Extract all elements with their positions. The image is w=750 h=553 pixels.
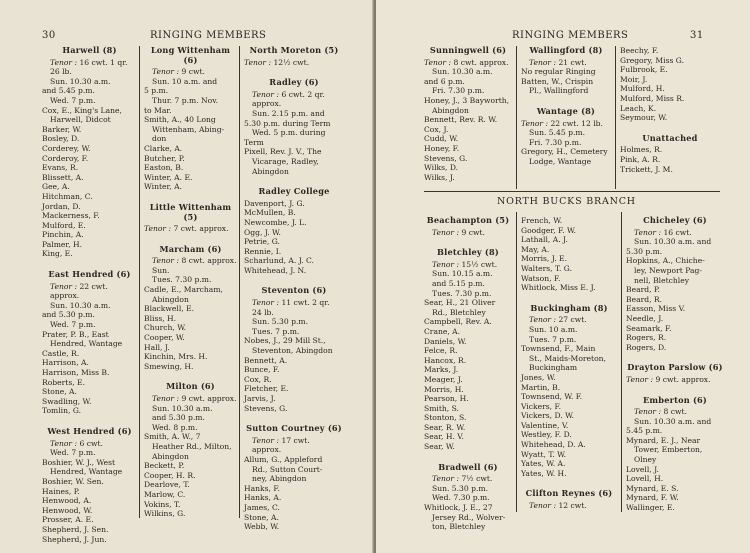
parish-title: Wantage (8) <box>536 105 596 116</box>
member-line: Townsend, F., Main <box>521 344 596 354</box>
tenor-line: Tenor : 16 cwt. 1 qr. <box>50 57 128 67</box>
tenor-line: Tenor : 22 cwt. <box>50 281 108 291</box>
parish-entry <box>244 286 344 413</box>
parish-title: Harwell (8) <box>62 45 117 55</box>
member-line: Vickers, F. <box>521 401 561 411</box>
member-line: Cooper, H. R. <box>144 470 196 480</box>
member-line: Newcombe, J. L. <box>244 217 307 227</box>
member-line: 5.45 p.m. <box>626 426 663 436</box>
tenor-line: Tenor : 22 cwt. 12 lb. <box>521 118 603 128</box>
member-line: Marks, J. <box>424 365 459 375</box>
member-line: Mynard, F. W. <box>626 493 679 503</box>
parish-entry <box>244 78 344 176</box>
tenor-line: Tenor : 7½ cwt. <box>432 474 493 484</box>
member-line: Sun. 10.30 a.m. <box>432 67 493 77</box>
page-number: 31 <box>690 30 704 41</box>
member-line: Needle, J. <box>626 313 664 323</box>
member-line: Martin, B. <box>521 382 561 392</box>
member-line: Stonton, S. <box>424 413 467 423</box>
member-line: 5 p.m. <box>144 86 169 96</box>
member-line: Honey, F. <box>424 143 460 153</box>
tenor-line: Tenor : 16 cwt. <box>634 227 692 237</box>
member-line: Moir, J. <box>620 74 648 84</box>
member-line: 26 lb. <box>50 67 72 77</box>
member-line: Harwell, Didcot <box>50 115 111 125</box>
member-line: Rogers, R. <box>626 333 667 343</box>
member-line: Blissett, A. <box>42 172 84 182</box>
member-line: Wilkins, G. <box>144 509 186 519</box>
member-line: Batten, W., Crispin <box>521 76 594 86</box>
member-line: Lathall, A. J. <box>521 235 568 245</box>
member-line: Pl., Wallingford <box>529 86 589 96</box>
parish-title: Steventon (6) <box>261 285 327 296</box>
parish-title: Drayton Parslow (6) <box>627 362 723 373</box>
tenor-line: Tenor : 9 cwt. approx. <box>152 394 237 403</box>
member-line: Hanks, A. <box>244 493 282 503</box>
member-line: Westley, F. D. <box>521 430 572 440</box>
member-line: Jersey Rd., Wolver- <box>432 512 506 522</box>
member-line: Easton, B. <box>144 163 184 173</box>
parish-entry <box>620 134 720 174</box>
member-line: Jones, W. <box>521 372 556 382</box>
member-line: Rogers, D. <box>626 342 667 352</box>
member-line: Scharlund, A. J. C. <box>244 256 314 266</box>
right-top-col-2 <box>521 46 611 178</box>
member-line: ney, Abingdon <box>252 474 307 484</box>
member-line: Tower, Emberton, <box>634 445 703 455</box>
member-line: approx. <box>252 99 282 109</box>
left-col-2 <box>144 46 237 530</box>
member-line: Tues. 7.30 p.m. <box>152 275 212 285</box>
member-line: Abingdon <box>252 166 289 176</box>
member-line: Morris, J. E. <box>521 254 567 264</box>
member-line: 5.30 p.m. during Term <box>244 118 331 128</box>
member-line: Gregory, Miss G. <box>620 55 684 65</box>
member-line: Whitehead, J. N. <box>244 265 307 275</box>
member-line: Sun. <box>152 265 170 275</box>
member-line: Smith, A. W., 7 <box>144 432 201 442</box>
member-line: Lovell, J. <box>626 464 659 474</box>
member-line: Trickett, J. M. <box>620 164 673 174</box>
member-line: Whitlock, J. E., 27 <box>424 503 493 513</box>
member-line: Wed. 5 p.m. during <box>252 128 326 138</box>
member-line: Jordan, D. <box>42 201 81 211</box>
member-line: Easson, Miss V. <box>626 304 686 314</box>
member-line: Whitehead, D. A. <box>521 440 586 450</box>
member-line: Stone, A. <box>42 387 77 397</box>
member-line: Bunce, F. <box>244 365 280 375</box>
member-line: Yates, W. A. <box>521 459 566 469</box>
member-line: Hendred, Wantage <box>50 339 123 349</box>
member-line: Winter, A. <box>144 182 183 192</box>
member-line: Allum, G., Appleford <box>244 454 323 464</box>
member-line: Olney <box>634 455 657 465</box>
parish-title: Bletchley (8) <box>437 247 499 258</box>
parish-entry <box>620 46 720 123</box>
member-line: Gregory, H., Cemetery <box>521 147 608 157</box>
member-line: Rennie, I. <box>244 246 282 256</box>
member-line: Wilks, J. <box>424 172 455 182</box>
member-line: Sun. 5.30 p.m. <box>252 317 309 327</box>
member-line: Sun. 10.30 a.m. and <box>634 416 712 426</box>
member-line: Mulford, Miss R. <box>620 93 685 103</box>
member-line: Smewing, H. <box>144 361 194 371</box>
member-line: Mackerness, F. <box>42 211 100 221</box>
member-line: Mynard, E. S. <box>626 483 679 493</box>
tenor-line: Tenor : 9 cwt. approx. <box>626 374 711 384</box>
tenor-line: Tenor : 21 cwt. <box>529 57 587 67</box>
parish-entry <box>42 46 137 259</box>
tenor-line: Tenor : 27 cwt. <box>529 315 587 325</box>
member-line: Lodge, Wantage <box>529 156 592 166</box>
right-page <box>376 0 750 553</box>
member-line: Sear, R. W. <box>424 422 466 432</box>
member-line: Swadling, W. <box>42 396 92 406</box>
member-line: 24 lb. <box>252 307 274 317</box>
member-line: approx. <box>50 291 80 301</box>
member-line: Clarke, A. <box>144 143 183 153</box>
tenor-line: Tenor : 15½ cwt. <box>432 259 498 269</box>
right-top-col-1 <box>424 46 512 193</box>
parish-entry <box>144 245 237 372</box>
member-line: Meager, J. <box>424 374 463 384</box>
member-line: Shepherd, J. Jun. <box>42 534 107 544</box>
member-line: Tomlin, G. <box>42 406 82 416</box>
member-line: Dearlove, T. <box>144 480 190 490</box>
section-divider <box>424 191 720 192</box>
parish-entry <box>244 187 344 275</box>
member-line: Cudd, W. <box>424 134 459 144</box>
member-line: Petrie, G. <box>244 237 280 247</box>
member-line: Wed. 7.30 p.m. <box>432 493 490 503</box>
parish-title: Emberton (6) <box>642 394 708 405</box>
member-line: Harrison, A. <box>42 358 89 368</box>
member-line: Sear, H. V. <box>424 432 464 442</box>
tenor-line: Tenor : 12½ cwt. <box>244 57 310 67</box>
parish-title: West Hendred (6) <box>47 425 132 436</box>
tenor-line: Tenor : 6 cwt. 2 qr. <box>252 89 325 99</box>
member-line: Roberts, E. <box>42 377 86 387</box>
member-line: Bennett, Rev. R. W. <box>424 115 498 125</box>
member-line: Sun. 10.30 a.m. <box>50 300 111 310</box>
member-line: and 6 p.m. <box>424 76 465 86</box>
member-line: Hendred, Wantage <box>50 467 123 477</box>
member-line: Steventon, Abingdon <box>252 346 333 356</box>
member-line: Vicarage, Radley, <box>252 156 319 166</box>
parish-title: Unattached <box>642 132 698 143</box>
tenor-line: Tenor : 8 cwt. approx. <box>424 57 509 67</box>
tenor-line: Tenor : 17 cwt. <box>252 435 310 445</box>
parish-title: Beachampton (5) <box>426 215 510 225</box>
member-line: Butcher, P. <box>144 153 185 163</box>
member-line: Cadle, E., Marcham, <box>144 285 223 295</box>
member-line: Beckett, P. <box>144 461 185 471</box>
member-line: Campbell, Rev. A. <box>424 317 492 327</box>
parish-title: North Moreton (5) <box>249 45 339 55</box>
column-rule <box>516 46 517 189</box>
member-line: Corderoy, F. <box>42 153 89 163</box>
member-line: Wed. 7 p.m. <box>50 95 96 105</box>
member-line: Honey, J., 3 Bayworth, <box>424 95 510 105</box>
member-line: Gee, A. <box>42 182 70 192</box>
page-header: RINGING MEMBERS <box>150 30 267 41</box>
member-line: and 5.30 p.m. <box>152 413 205 423</box>
member-line: Mulford, E. <box>42 220 86 230</box>
tenor-line: Tenor : 8 cwt. <box>634 407 687 417</box>
member-line: Fulbrook, E. <box>620 65 668 75</box>
tenor-line: Tenor : 12 cwt. <box>529 501 587 511</box>
member-line: Harrison, Miss B. <box>42 368 110 377</box>
member-line: Yates, W. H. <box>521 468 567 478</box>
member-line: Morris, H. <box>424 384 464 394</box>
member-line: Cox, J. <box>424 124 449 134</box>
parish-entry <box>42 427 137 544</box>
member-line: Crane, A. <box>424 326 461 336</box>
member-line: Bosley, D. <box>42 134 80 144</box>
member-line: Fletcher, E. <box>244 384 289 394</box>
member-line: Vickers, D. W. <box>521 411 575 421</box>
member-line: Boshier, W. J., West <box>42 457 116 467</box>
parish-entry <box>521 46 611 96</box>
page-number: 30 <box>42 30 56 41</box>
member-line: Cox, E., King's Lane, <box>42 105 122 115</box>
member-line: Beechy, F. <box>620 46 659 55</box>
member-line: Leach, K. <box>620 103 657 113</box>
member-line: Pixell, Rev. J. V., The <box>244 147 322 157</box>
member-line: Shepherd, J. Sen. <box>42 524 109 534</box>
member-line: Fri. 7.30 p.m. <box>432 86 485 96</box>
parish-title: Little Wittenham (5) <box>149 201 232 222</box>
member-line: Smith, A., 40 Long <box>144 115 216 125</box>
member-line: Abingdon <box>432 105 469 115</box>
member-line: Sun. 10.30 a.m. <box>152 403 213 413</box>
member-line: Prosser, A. E. <box>42 515 94 525</box>
member-line: Sun. 10 a.m. <box>529 324 578 334</box>
member-line: Sun. 10.15 a.m. <box>432 269 493 279</box>
member-line: Valentine, V. <box>521 420 569 430</box>
member-line: Pearson, H. <box>424 394 469 404</box>
member-line: Holmes, R. <box>620 145 663 155</box>
member-line: Goodger, F. W. <box>521 225 576 235</box>
member-line: Hitchman, C. <box>42 191 93 201</box>
column-rule <box>239 46 240 518</box>
member-line: Boshier, W. Sen. <box>42 476 104 486</box>
member-line: and 5.15 p.m. <box>432 278 485 288</box>
member-line: Henwood, A. <box>42 496 92 506</box>
member-line: Abingdon <box>152 294 189 304</box>
member-line: Sear, H., 21 Oliver <box>424 298 496 308</box>
member-line: Townsend, W. F. <box>521 392 583 402</box>
parish-title: Sunningwell (6) <box>429 45 507 55</box>
member-line: Wilks, D. <box>424 163 459 173</box>
tenor-line: Tenor : 8 cwt. approx. <box>152 256 237 266</box>
parish-title: Milton (6) <box>166 381 215 392</box>
parish-entry <box>244 46 344 67</box>
member-line: Wed. 7 p.m. <box>50 448 96 458</box>
member-line: Sun. 10.30 a.m. <box>50 76 111 86</box>
parish-entry <box>244 424 344 532</box>
member-line: Wallinger, E. <box>626 503 675 513</box>
member-line: King, E. <box>42 249 73 259</box>
parish-title: Chicheley (6) <box>643 215 707 225</box>
member-line: Evans, R. <box>42 163 79 173</box>
member-line: Rd., Sutton Court- <box>252 464 323 474</box>
member-line: Lovell, H. <box>626 474 664 484</box>
parish-title: Long Wittenham (6) <box>150 45 231 65</box>
member-line: don <box>152 134 167 144</box>
member-line: Hall, J. <box>144 342 170 352</box>
member-line: Cooper, W. <box>144 333 185 343</box>
member-line: Sun. 10 a.m. and <box>152 76 218 86</box>
member-line: Vokins, T. <box>144 499 181 509</box>
member-line: Wed. 8 p.m. <box>152 422 198 432</box>
member-line: Nobes, J., 29 Mill St., <box>244 336 326 346</box>
member-line: Henwood, W. <box>42 505 93 515</box>
member-line: Stone, A. <box>244 512 279 522</box>
parish-title: Bradwell (6) <box>438 461 498 472</box>
member-line: 5.30 p.m. <box>626 246 663 256</box>
parish-title: Radley (6) <box>269 77 319 88</box>
member-line: James, C. <box>244 502 280 512</box>
parish-title: Clifton Reynes (6) <box>525 488 613 499</box>
member-line: Whitlock, Miss E. J. <box>521 283 596 293</box>
left-col-1 <box>42 46 137 553</box>
member-line: to Mar. <box>144 105 172 115</box>
member-line: Abingdon <box>152 451 189 461</box>
tenor-line: Tenor : 11 cwt. 2 qr. <box>252 298 330 308</box>
tenor-line: Tenor : 6 cwt. <box>50 438 103 448</box>
member-line: Sear, W. <box>424 442 455 452</box>
member-line: Haines, P. <box>42 486 80 496</box>
member-line: and 5.45 p.m. <box>42 86 95 96</box>
parish-entry <box>144 46 237 192</box>
parish-title: Marcham (6) <box>159 243 222 254</box>
member-line: Church, W. <box>144 323 187 333</box>
member-line: Ogg, J. W. <box>244 227 281 237</box>
tenor-line: Tenor : 7 cwt. approx. <box>144 224 229 234</box>
member-line: Tues. 7 p.m. <box>529 334 577 344</box>
member-line: Barker, W. <box>42 124 82 134</box>
member-line: Tues. 7 p.m. <box>252 326 300 336</box>
member-line: Stevens, G. <box>424 153 468 163</box>
member-line: Stevens, G. <box>244 403 288 413</box>
tenor-line: Tenor : 9 cwt. <box>152 67 205 77</box>
member-line: Sun. 5.45 p.m. <box>529 128 586 138</box>
member-line: Winter, A. E. <box>144 172 193 182</box>
member-line: Mynard, E. J., Near <box>626 435 701 445</box>
parish-title: Sutton Courtney (6) <box>246 423 342 434</box>
member-line: Felce, R. <box>424 346 458 356</box>
member-line: Buckingham <box>529 363 578 373</box>
member-line: Hancox, R. <box>424 355 467 365</box>
member-line: St., Maids-Moreton, <box>529 353 606 363</box>
member-line: Jarvis, J. <box>244 394 276 403</box>
tenor-line: Tenor : 9 cwt. <box>432 227 485 237</box>
member-line: Mulford, H. <box>620 84 665 94</box>
member-line: Smith, S. <box>424 403 459 413</box>
member-line: Seymour, W. <box>620 113 668 123</box>
page-header: RINGING MEMBERS <box>512 30 629 41</box>
left-col-3 <box>244 46 344 543</box>
parish-entry <box>424 46 512 182</box>
member-line: Hopkins, A., Chiche- <box>626 256 705 266</box>
parish-title: East Hendred (6) <box>48 269 131 280</box>
member-line: Daniels, W. <box>424 336 467 346</box>
member-line: Castle, R. <box>42 348 80 358</box>
parish-entry <box>144 382 237 518</box>
member-line: Wyatt, T. W. <box>521 449 567 459</box>
member-line: Pinchin, A. <box>42 230 84 240</box>
member-line: McMullen, B. <box>244 208 296 218</box>
member-line: Davenport, J. G. <box>244 198 305 208</box>
member-line: French, W. <box>521 216 563 225</box>
member-line: Rd., Bletchley <box>432 307 486 317</box>
member-line: Bliss, H. <box>144 313 177 323</box>
member-line: Beard, P. <box>626 285 660 295</box>
member-line: ley, Newport Pag- <box>634 265 702 275</box>
member-line: Sun. 2.15 p.m. and <box>252 108 325 118</box>
member-line: Walters, T. G. <box>521 263 572 273</box>
member-line: Corderey, W. <box>42 143 91 153</box>
member-line: Pink, A. R. <box>620 154 661 164</box>
member-line: Tues. 7.30 p.m. <box>432 288 492 298</box>
member-line: approx. <box>252 445 282 455</box>
member-line: Seamark, F. <box>626 323 672 333</box>
member-line: Term <box>244 137 264 147</box>
member-line: nell, Bletchley <box>634 275 689 285</box>
parish-title: Wallingford (8) <box>529 45 603 55</box>
parish-entry <box>42 270 137 416</box>
member-line: May, A. <box>521 244 550 254</box>
parish-title: Radley College <box>258 186 330 197</box>
member-line: No regular Ringing <box>521 67 596 77</box>
member-line: Sun. 10.30 a.m. and <box>634 237 712 247</box>
branch-title: NORTH BUCKS BRANCH <box>497 196 636 207</box>
column-rule <box>139 46 140 518</box>
member-line: Watson, F. <box>521 273 561 283</box>
member-line: Hanks, F. <box>244 483 280 493</box>
parish-entry <box>144 203 237 234</box>
parish-entry <box>521 107 611 167</box>
member-line: Webb, W. <box>244 522 280 532</box>
member-line: Wed. 7 p.m. <box>50 320 96 330</box>
member-line: Blackwell, E. <box>144 304 195 314</box>
member-line: Wittenham, Abing- <box>152 124 225 134</box>
column-rule <box>615 46 616 189</box>
member-line: Thur. 7 p.m. Nov. <box>152 95 219 105</box>
member-line: Heather Rd., Milton, <box>152 441 232 451</box>
member-line: and 5.30 p.m. <box>42 310 95 320</box>
member-line: Marlow, C. <box>144 489 186 499</box>
member-line: Beard, R. <box>626 294 663 304</box>
parish-title: Buckingham (8) <box>530 302 608 313</box>
member-line: Bennett, A. <box>244 355 288 365</box>
member-line: Fri. 7.30 p.m. <box>529 137 582 147</box>
member-line: ton, Bletchley <box>432 522 486 532</box>
member-line: Palmer, H. <box>42 239 83 249</box>
member-line: Sun. 5.30 p.m. <box>432 483 489 493</box>
member-line: Kinchin, Mrs. H. <box>144 352 208 362</box>
member-line: Prater, P. B., East <box>42 329 109 339</box>
member-line: Cox, R. <box>244 374 272 384</box>
left-page <box>0 0 374 553</box>
right-top-col-3 <box>620 46 720 185</box>
